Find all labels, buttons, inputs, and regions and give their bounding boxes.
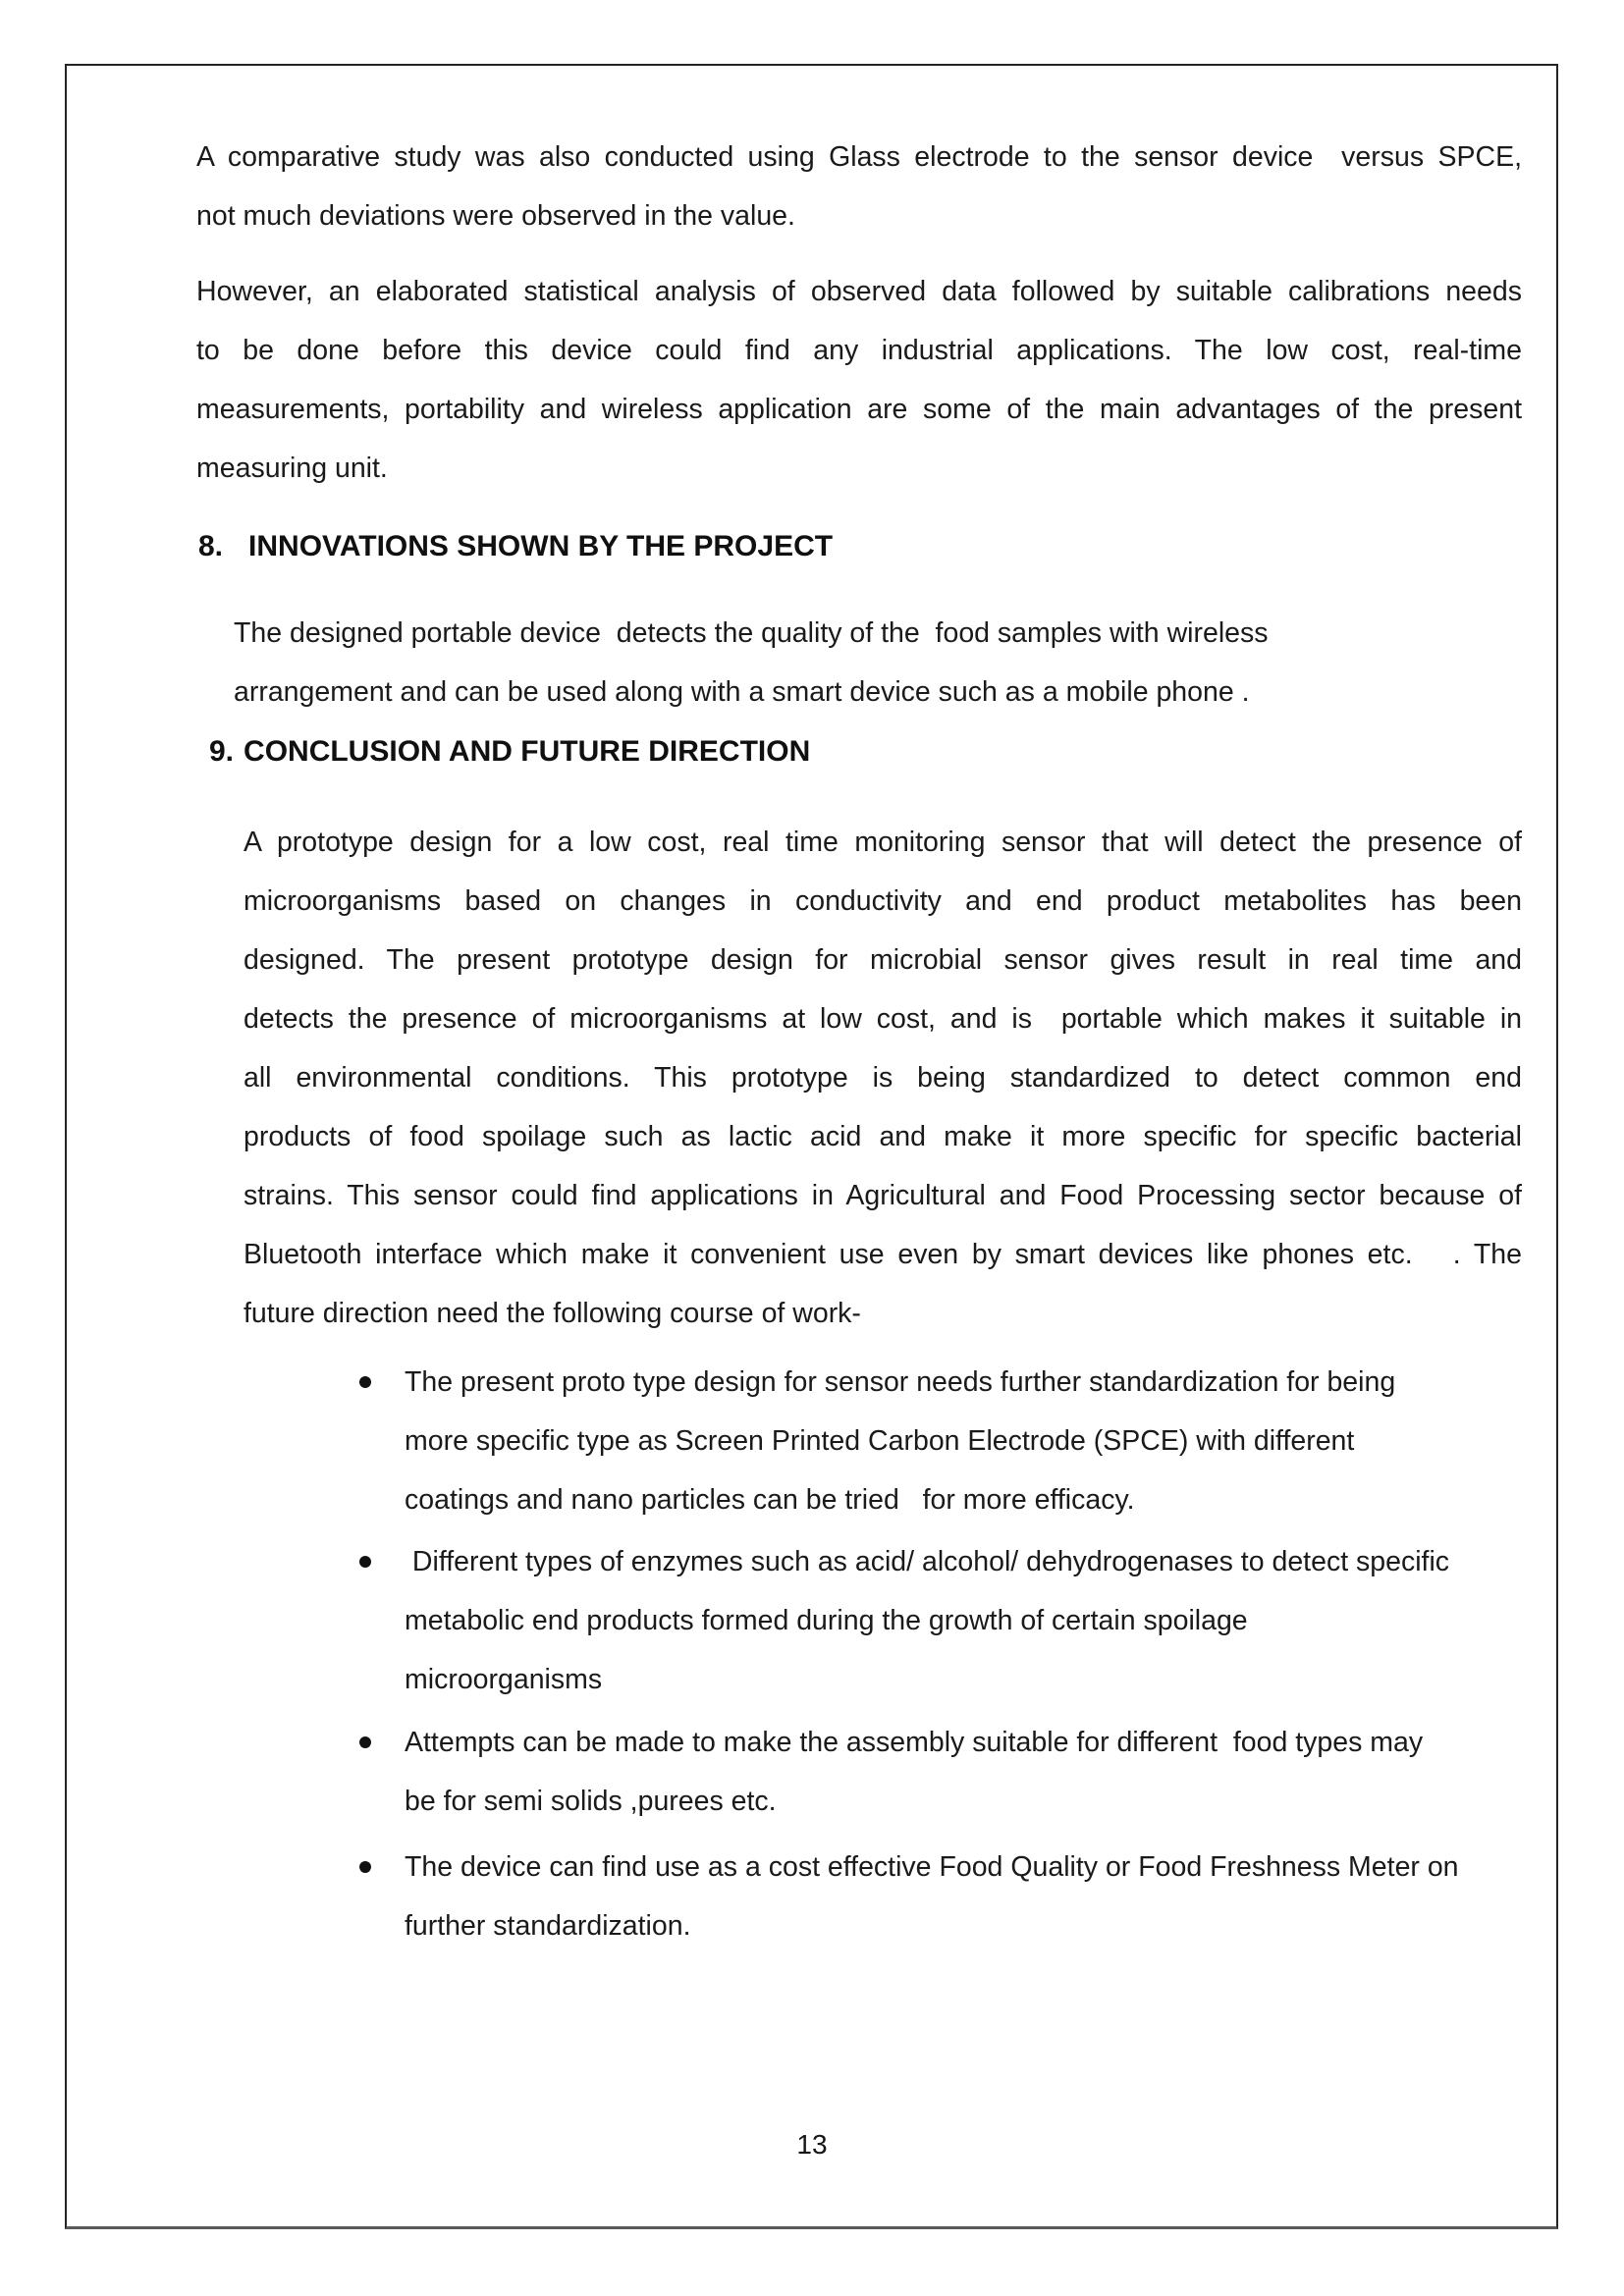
text-line: more specific type as Screen Printed Carbon Electrode (SPCE) with different <box>405 1425 1355 1457</box>
text-line: future direction need the following course of work- <box>244 1298 861 1329</box>
bullet-icon <box>359 1861 371 1873</box>
text-line: metabolic end products formed during the growth of certain spoilage <box>405 1605 1248 1636</box>
page-number: 13 <box>796 2129 828 2160</box>
heading-label: CONCLUSION AND FUTURE DIRECTION <box>244 735 811 768</box>
paragraph <box>196 128 1522 245</box>
bullet-icon <box>359 1736 371 1748</box>
bullet-icon <box>359 1556 371 1568</box>
paragraph <box>196 262 1522 498</box>
bullet-icon <box>359 1376 371 1388</box>
text-line: designed. The present prototype design for microbial sensor gives result in real time and <box>244 944 1522 976</box>
text-line: coatings and nano particles can be tried for more efficacy. <box>405 1484 1135 1516</box>
bullet-item <box>405 1532 1524 1709</box>
section-heading-h9 <box>209 722 810 781</box>
paragraph <box>234 604 1522 721</box>
heading-number: 8. <box>198 530 224 562</box>
text-line: detects the presence of microorganisms at low cost, and is portable which makes it suitable in <box>244 1003 1522 1035</box>
text-line: Different types of enzymes such as acid/ alcohol/ dehydrogenases to detect specific <box>405 1546 1450 1577</box>
text-line: Bluetooth interface which make it convenient use even by smart devices like phones etc. . The <box>244 1239 1522 1270</box>
text-line: not much deviations were observed in the value. <box>196 200 795 232</box>
bullet-item <box>405 1713 1524 1831</box>
section-heading-h8 <box>198 517 833 576</box>
heading-label: INNOVATIONS SHOWN BY THE PROJECT <box>248 530 834 562</box>
text-line: arrangement and can be used along with a smart device such as a mobile phone . <box>234 676 1250 708</box>
text-line: be for semi solids ,purees etc. <box>405 1786 777 1817</box>
text-line: A comparative study was also conducted using Glass electrode to the sensor device versus SPCE, <box>196 141 1522 173</box>
text-line: all environmental conditions. This prototype is being standardized to detect common end <box>244 1062 1522 1094</box>
text-line: However, an elaborated statistical analysis of observed data followed by suitable calibrations needs <box>196 276 1522 307</box>
text-line: products of food spoilage such as lactic acid and make it more specific for specific bacterial <box>244 1121 1522 1152</box>
text-line: to be done before this device could find any industrial applications. The low cost, real-time <box>196 335 1522 366</box>
paragraph <box>244 813 1522 1343</box>
bullet-item <box>405 1838 1524 1955</box>
bullet-item <box>405 1353 1524 1529</box>
heading-number: 9. <box>209 735 235 768</box>
text-line: further standardization. <box>405 1910 691 1942</box>
text-line: The device can find use as a cost effective Food Quality or Food Freshness Meter on <box>405 1851 1459 1883</box>
text-line: measurements, portability and wireless application are some of the main advantages of the present <box>196 394 1522 425</box>
text-line: measuring unit. <box>196 453 388 484</box>
text-line: strains. This sensor could find applications in Agricultural and Food Processing sector because of <box>244 1180 1522 1211</box>
text-line: The designed portable device detects the quality of the food samples with wireless <box>234 617 1269 649</box>
text-line: microorganisms based on changes in conductivity and end product metabolites has been <box>244 885 1522 917</box>
text-line: Attempts can be made to make the assembly suitable for different food types may <box>405 1727 1424 1758</box>
text-line: microorganisms <box>405 1664 603 1695</box>
text-line: The present proto type design for sensor needs further standardization for being <box>405 1366 1396 1398</box>
text-line: A prototype design for a low cost, real time monitoring sensor that will detect the presence of <box>244 827 1522 858</box>
